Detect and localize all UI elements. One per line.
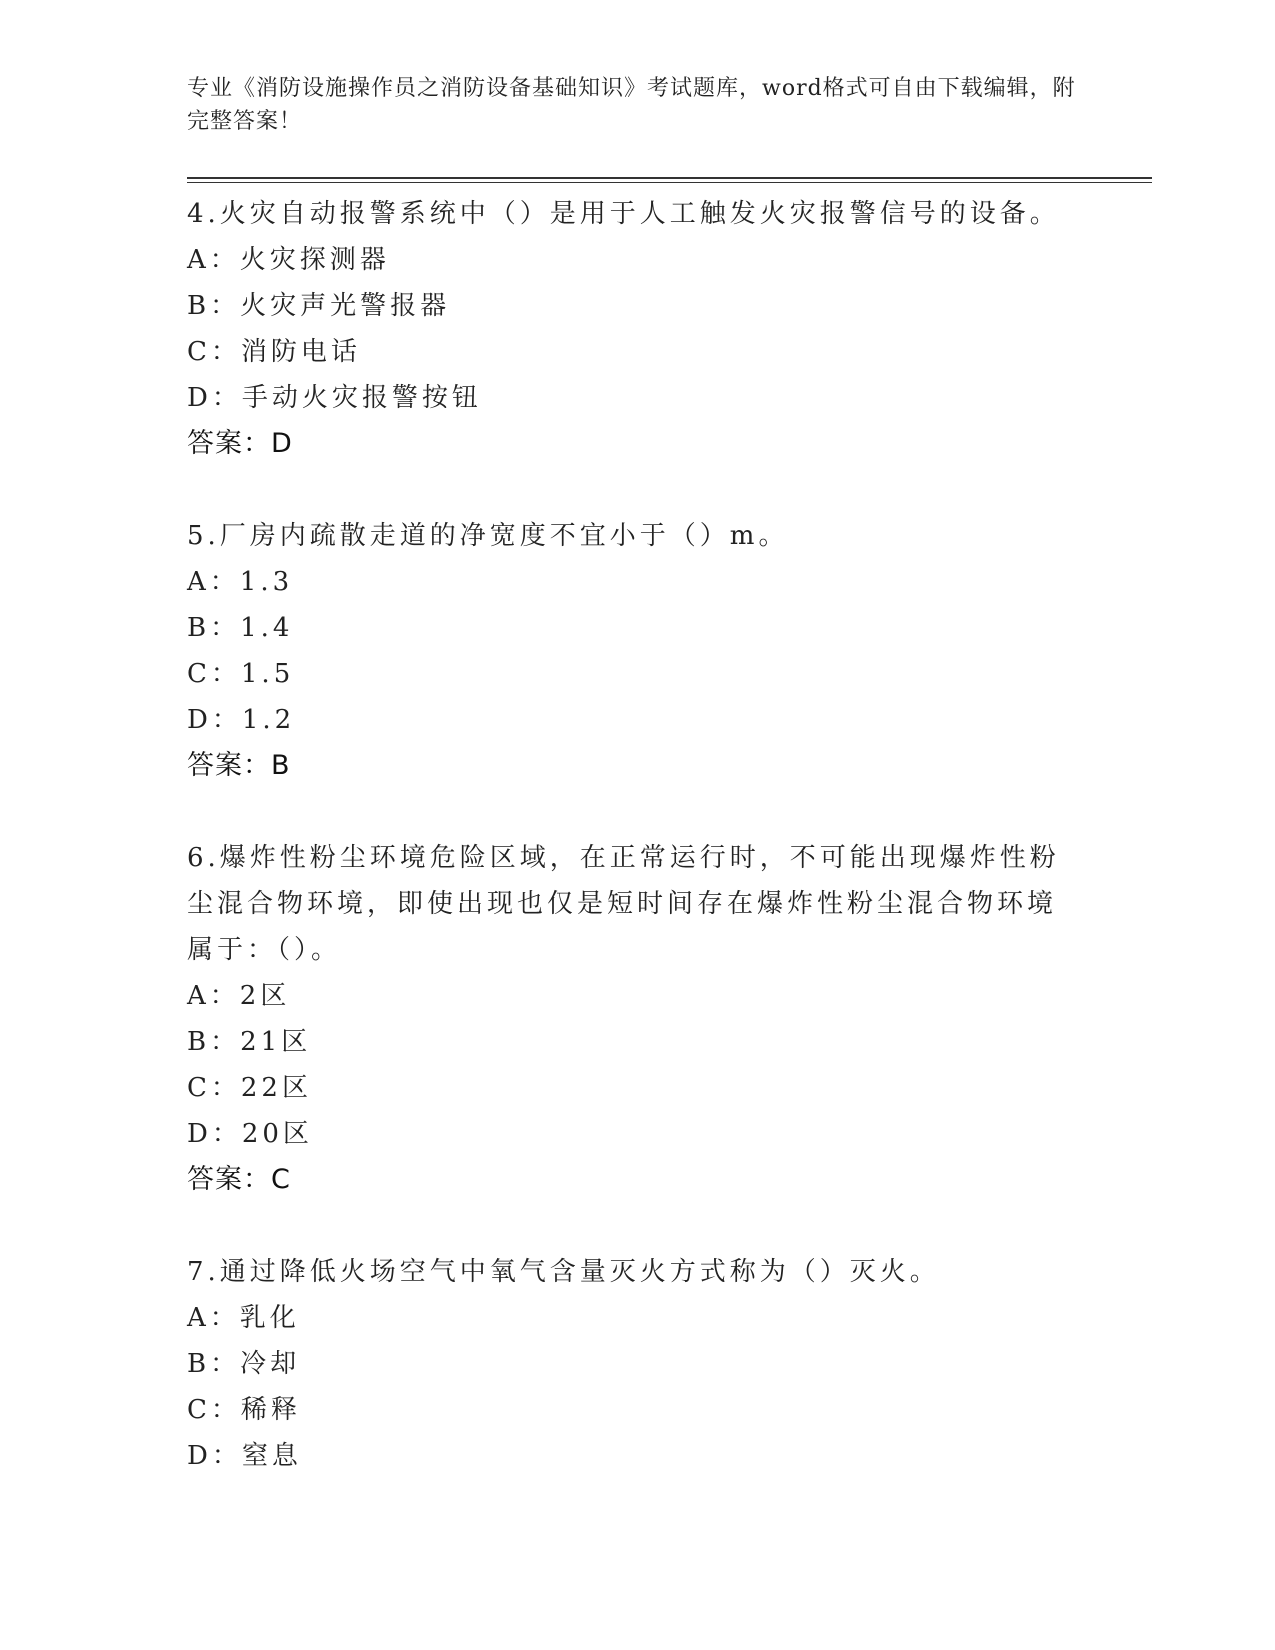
header-divider-thick [187, 177, 1152, 179]
answer-line: 答案：C [187, 1164, 291, 1195]
option-b: B：1.4 [187, 613, 294, 643]
question-6 [187, 835, 1087, 1203]
question-4 [187, 191, 1087, 467]
question-text: 4.火灾自动报警系统中（）是用于人工触发火灾报警信号的设备。 [187, 199, 1060, 229]
option-b: B：冷却 [187, 1349, 301, 1379]
option-d: D：手动火灾报警按钮 [187, 383, 482, 413]
answer-line: 答案：D [187, 428, 293, 459]
question-5 [187, 513, 1087, 789]
option-a: A：2区 [187, 981, 291, 1011]
header-divider-thin [187, 182, 1152, 183]
option-a: A：乳化 [187, 1303, 300, 1333]
option-b: B：21区 [187, 1027, 312, 1057]
option-c: C：1.5 [187, 659, 295, 689]
question-7 [187, 1249, 1087, 1479]
answer-line: 答案：B [187, 750, 291, 781]
question-list [187, 191, 1087, 1525]
question-text: 6.爆炸性粉尘环境危险区域，在正常运行时，不可能出现爆炸性粉尘混合物环境，即使出现也仅是短时间存在爆炸性粉尘混合物环境属于：（）。 [187, 843, 1060, 965]
document-header: 专业《消防设施操作员之消防设备基础知识》考试题库，word格式可自由下载编辑，附完整答案！ [187, 76, 1076, 134]
option-d: D：20区 [187, 1119, 313, 1149]
option-a: A：火灾探测器 [187, 245, 390, 275]
option-b: B：火灾声光警报器 [187, 291, 451, 321]
option-d: D：窒息 [187, 1441, 302, 1471]
question-text: 7.通过降低火场空气中氧气含量灭火方式称为（）灭火。 [187, 1257, 940, 1287]
question-text: 5.厂房内疏散走道的净宽度不宜小于（）m。 [187, 521, 789, 551]
option-c: C：22区 [187, 1073, 312, 1103]
option-d: D：1.2 [187, 705, 296, 735]
option-c: C：稀释 [187, 1395, 301, 1425]
option-a: A：1.3 [187, 567, 294, 597]
option-c: C：消防电话 [187, 337, 361, 367]
